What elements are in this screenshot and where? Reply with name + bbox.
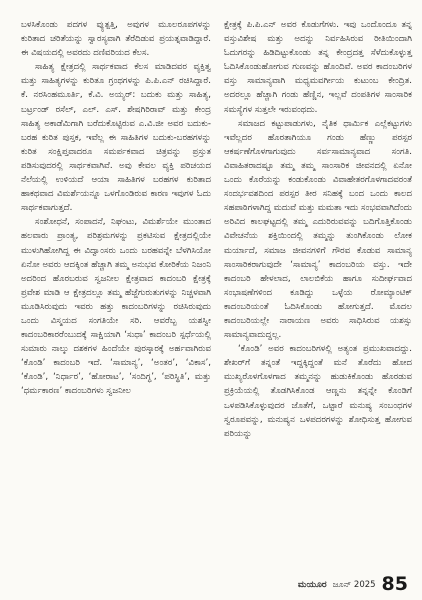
paragraph: ಸಮಾಜದ ಕಟ್ಟುಪಾಡುಗಳು, ನೈತಿಕ ಧಾರ್ಮಿಕ ಎಲ್ಲೆಕಟ್ಟುಗಳು ಇವೆಲ್ಲದರ ಹೊರತಾಗಿಯೂ ಗಂಡು ಹೆಣ್ಣು ಪರಸ್ಪರ ಆಕರ್ಷಣೆಗೊಳಗಾಗುವುದು ಸರ್ವಸಾಮಾನ್ಯವಾದ ಸಂಗತಿ. ವಿವಾಹಿತರಾದಷ್ಟೂ ತಮ್ಮ ತಮ್ಮ ಸಾಂಸಾರಿಕ ಜೀವನದಲ್ಲಿ ಏನೋ ಒಂದು ಕೊರೆಯನ್ನು ಕಂಡುಕೊಂಡು ವಿವಾಹೇತರಗೊಳಗಾದವರಂತೆ ಸಂದರ್ಭವಶದಿಂದ ಪರಸ್ಪರ ತೀರ ಸನಿಹಕ್ಕೆ ಬಂದ ಒಂದು ಕಾಲದ ಸಹಪಾಠಿಗಳಾಗಿದ್ದ ಮದುವೆ ಮತ್ತು ಮಮತಾ ಇದು ಸಂಭವವಾಗಿದೆಂದು ಅರಿವಿದ ಕಾಲಘಟ್ಟದಲ್ಲಿ ತಮ್ಮ ಎದುರಿರುವವನ್ನು ಬದಿಗೊತ್ತಿಕೊಂಡು ವಿವೇಚನೆಯ ಶಕ್ತಿಯಿಂದಲ್ಲಿ ತಮ್ಮನ್ನು ತುಂಗಿಕೊಂಡು ಲೋಕ ಮರ್ಯಾದೆ, ಸಮಾಜ ಜೀವನಗಳಿಗೆ ಗೌರವ ಕೊಡುವ ಸಾಮಾನ್ಯ ಸಾಂಸಾರಿಕರಾಗುವುದೇ ‘ಸಾಮಾನ್ಯ’ ಕಾದಂಬರಿಯ ವಸ್ತು. ಇದೇ ಕಾದಂಬರಿ ಹೇಳಲಾದ, ಲಾಲಬಿಕೆಯ ಹಾಗೂ ಸುದೀರ್ಘವಾದ ಸಂಭಾಷಣೆಗಳಿಂದ ಕೂಡಿದ್ದು ಒಳ್ಳೆಯ ರೋಮ್ಯಾಂಟಿಕ್ ಕಾದಂಬರಿಯಂತೆ ಓದಿಸಿಕೊಂಡು ಹೋಗುತ್ತದೆ. ಮೊದಲ ಕಾದಂಬರಿಯಲ್ಲೇ ನಾರಾಯಣ ಅವರು ಸಾಧಿಸಿರುವ ಯಶಸ್ಸು ಸಾಮಾನ್ಯವಾದುದ್ದಲ್ಲ. bbox=[224, 118, 412, 341]
page-number: 85 bbox=[381, 573, 408, 595]
right-column bbox=[224, 18, 412, 441]
paragraph: ಕ್ಷೇತ್ರಕ್ಕೆ ಪಿ.ಪಿ.ಎನ್ ಅವರ ಕೊಡುಗೆಗಳು. ಇವು ಒಂದೊಂದೂ ತನ್ನ ವಸ್ತುವಿಶೇಷ ಮತ್ತು ಅದನ್ನು ನಿರ್ವಹಿಸಿರುವ ರೀತಿಯಿಂದಾಗಿ ಓದುಗರನ್ನು ಹಿಡಿದಿಟ್ಟುಕೊಂಡು ತನ್ನ ಕೇಂದ್ರದತ್ತ ಸೆಳೆದುಕೊಳ್ಳುತ್ತ ಓದಿಸಿಕೊಂಡುಹೋಗುವ ಗುಣವನ್ನು ಹೊಂದಿವೆ. ಅವರ ಕಾದಂಬರಿಗಳ ವಸ್ತು ಸಾಮಾನ್ಯವಾಗಿ ಮಧ್ಯಮವರ್ಗೀಯ ಕುಟುಂಬ ಕೇಂದ್ರಿತ. ಅದರಲ್ಲೂ ಹೆಚ್ಚಾಗಿ ಗಂಡು ಹೆಣ್ಣಿನ, ಇಲ್ಲವೆ ದಂಪತಿಗಳ ಸಾಂಸಾರಿಕ ಸಮಸ್ಯೆಗಳ ಸುತ್ತಲೇ ಇರುವಂಥದು. bbox=[224, 20, 412, 115]
magazine-name: ಮಯೂರ bbox=[297, 579, 327, 590]
paragraph: ಬಳಸಿಕೊಂಡು ಪದಗಳ ವ್ಯುತ್ಪತ್ತಿ, ಅವುಗಳ ಮೂಲರೂಪಗಳನ್ನು ಕುರಿತಾದ ಚರಿತೆಯನ್ನು ಸ್ವಾರಸ್ಯವಾಗಿ ತೆರೆದಿಡುವ ಪ್ರಯತ್ನವಾಡಿದ್ದಾರೆ. ಈ ವಿಷಯದಲ್ಲಿ ಅವರದು ದಣಿವರಿಯದ ಕೆಲಸ. bbox=[21, 20, 211, 59]
paragraph: ಸಂಶೋಧನೆ, ಸಂಪಾದನೆ, ನಿಘಂಟು, ವಿಮರ್ಶೆಯೇ ಮುಂತಾದ ಹಲವಾರು ಪ್ರಾಂತ್ಯ, ಪರಿಶ್ರಮಗಳನ್ನು ಪ್ರಕಟಿಸುವ ಕ್ಷೇತ್ರದಲ್ಲಿಯೇ ಮುಳುಗಿಹೋಗಿದ್ದ ಈ ವಿದ್ವಾಂಸರು ಒಂದು ಬರಹವನ್ನೇ ಬೆಳಗಿಸಿಯೋ ಏನೋ ಅವರು ಆದಕ್ಕಿಂತ ಹೆಚ್ಚಾಗಿ ತಮ್ಮ ಅನುಭವ ಕೋರಿಕೆಯ ನಿಜಂನಿ ಅದರಿಂದ ಹೊರಬರುವ ಸ್ವಜನೀಲ ಕ್ಷೇತ್ರವಾದ ಕಾದಂಬರಿ ಕ್ಷೇತ್ರಕ್ಕೆ ಪ್ರವೇಶ ಮಾಡಿ ಆ ಕ್ಷೇತ್ರದಲ್ಲೂ ತಮ್ಮ ಹೆಜ್ಜೆಗುರುತುಗಳನ್ನು ನಿಚ್ಚಳವಾಗಿ ಮೂಡಿಸಿರುವುದು ಇವರು ಹತ್ತು ಕಾದಂಬರಿಗಳನ್ನು ರಚಿಸಿರುವುದು ಒಂದು ವಿಸ್ಮಯದ ಸಂಗತಿಯೇ ಸರಿ. ಆವರೆಬ್ಬ ಯಶಸ್ವೀ ಕಾದಂಬರಿಕಾರರೆಂಬುದಕ್ಕೆ ಸಾಕ್ಷಿಯಾಗಿ ‘ಸುಧಾ’ ಕಾದಂಬರಿ ಸ್ಪರ್ಧೆಯಲ್ಲಿ ಸುಮಾರು ನಾಲ್ಕು ದಶಕಗಳ ಹಿಂದೆಯೇ ಪುರಸ್ಕಾರಕ್ಕೆ ಅರ್ಹವಾಗಿರುವ ‘ಕೊಂಡಿ’ ಕಾದಂಬರಿ ಇದೆ. ‘ಸಾಮಾನ್ಯ’, ‘ಅಂತರ’, ‘ವಿಕಾಸ’, ‘ಕೊಂಡಿ’, ‘ನಿರ್ಧಾರ’, ‘ಹೋರಾಟ’, ‘ಸಂದಿಗ್ಧ’, ‘ಪರಿಸ್ಥಿತಿ’, ಮತ್ತು ‘ಧರ್ಮಕಾರಣ’ ಕಾದಂಬರಿಗಳು ಸ್ವಜನೀಲ bbox=[21, 217, 211, 397]
paragraph: ‘ಕೊಂಡಿ’ ಅವರ ಕಾದಂಬರಿಗಳಲ್ಲಿ ಅತ್ಯಂತ ಪ್ರಮುಖವಾದದ್ದು. ಶೇಖರ್‌ಗೆ ತನ್ನಂತೆ ಇದ್ದಕ್ಕಿದ್ದಂತೆ ಮನೆ ತೊರೆದು ಹೋದ ಮುಖ್ಯರೊಳಗೊಳಗಾದ ತಮ್ಮನನ್ನು ಹುಡುಕಿಕೊಂಡು ಹೊರಡುವ ಪ್ರಕ್ರಿಯೆಯಲ್ಲಿ ತೊಡಗಿಸಿಕೊಂಡ ಆಣ್ಣನು ತನ್ನನ್ನೇ ಕೊಂಡಿಗೆ ಒಳಪಡಿಸಿಕೊಳ್ಳುವುದರ ಜೊತೆಗೆ, ಒಟ್ಟಾರೆ ಮನುಷ್ಯ ಸಂಬಂಧಗಳ ಸ್ವರೂಪವನ್ನು, ಮನುಷ್ಯನ ಒಳಪದರಗಳನ್ನು ಶೋಧಿಸುತ್ತ ಹೋಗುವ ಪರಿಯನ್ನು bbox=[224, 344, 412, 439]
paragraph: ಸಾಹಿತ್ಯ ಕ್ಷೇತ್ರದಲ್ಲಿ ಸಾರ್ಥಕವಾದ ಕೆಲಸ ಮಾಡಿದವರ ವ್ಯಕ್ತಿತ್ವ ಮತ್ತು ಸಾಹಿತ್ಯಗಳನ್ನು ಕುರಿತೂ ಗ್ರಂಥಗಳನ್ನು ಪಿ.ಪಿ.ಎನ್ ರಚಿಸಿದ್ದಾರೆ. ಕೆ. ನರಸಿಂಹಮೂರ್ತಿ, ಕೆ.ವಿ. ಅಯ್ಯರ್: ಬದುಕು ಮತ್ತು ಸಾಹಿತ್ಯ, ಬರ್ಟ್ರಂಡ್ ರಸೆಲ್, ಎಲ್. ಎಸ್. ಶೇಷಗಿರಿರಾವ್ ಮತ್ತು ಕೇಂದ್ರ ಸಾಹಿತ್ಯ ಅಕಾಡೆಮಿಗಾಗಿ ಬರೆದುಕೊಟ್ಟಿರುವ ಎ.ವಿ.ಜೀ ಅವರ ಬದುಕು-ಬರಹ ಕುರಿತ ಪುಸ್ತಕ, ಇವೆಲ್ಲ ಈ ಸಾಹಿತಿಗಳ ಬದುಕು-ಬರಹಗಳನ್ನು ಕುರಿತ ಸಂಕ್ಷಿಪ್ತವಾದರೂ ಸಮರ್ಪಕವಾದ ಚಿತ್ರವನ್ನು ಪ್ರಸ್ತುತ ಪಡಿಸುವುದರಲ್ಲಿ ಸಾರ್ಥಕವಾಗಿವೆ. ಅವು ಕೇವಲ ವ್ಯಕ್ತಿ ಪರಿಚಯದ ನೆಲೆಯಲ್ಲಿ ಉಳಿಯದೆ ಆಯಾ ಸಾಹಿತಿಗಳ ಬರಹಗಳ ಕುರಿತಾದ ಹಾಕಥವಾದ ವಿಮರ್ಶೆಯನ್ನೂ ಒಳಗೊಂಡಿರುವ ಕಾರಣ ಇವುಗಳ ಓದು ಸಾರ್ಥಕವಾಗುತ್ತದೆ. bbox=[21, 62, 211, 214]
issue-date: ಜೂನ್ 2025 bbox=[332, 579, 376, 590]
page-footer bbox=[298, 575, 408, 594]
left-column bbox=[21, 18, 211, 399]
